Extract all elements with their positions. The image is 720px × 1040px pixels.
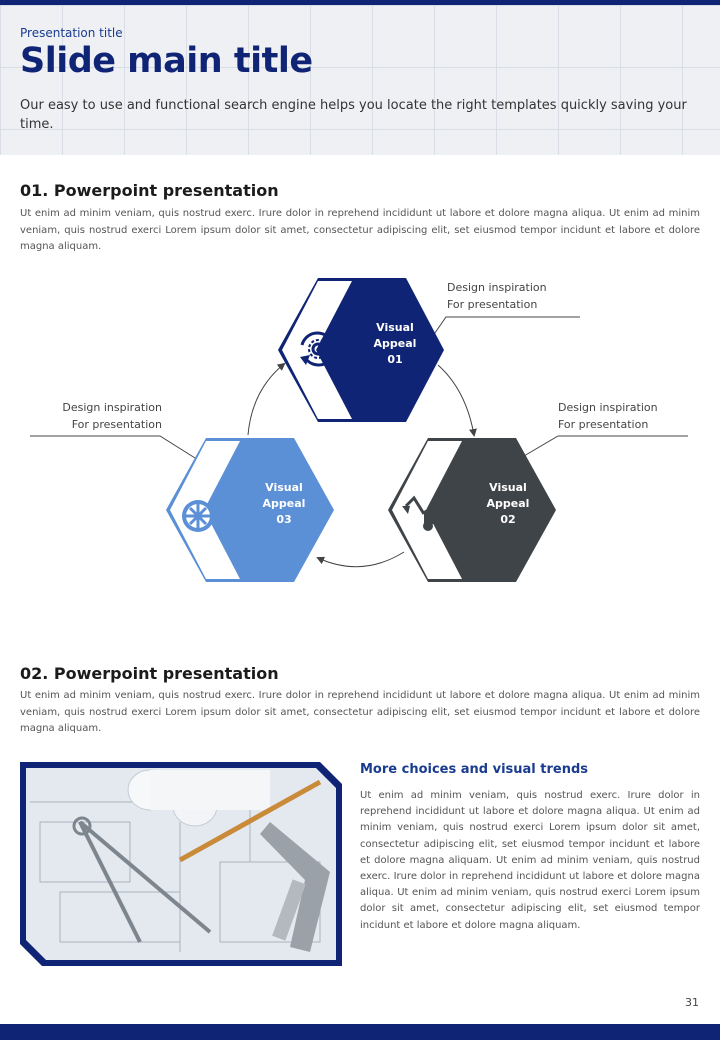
blueprint-photo-graphic <box>20 762 342 966</box>
side-label-02-line2: For presentation <box>558 418 649 431</box>
page-subtitle: Our easy to use and functional search engine helps you locate the right templates quickly saving your time. <box>20 98 687 132</box>
hexagon-01-label-line3: 01 <box>387 353 403 366</box>
arrow-03-to-01 <box>248 364 284 435</box>
page-title: Slide main title <box>20 41 313 81</box>
card-title: More choices and visual trends <box>360 762 589 777</box>
arrow-01-to-02 <box>438 365 474 435</box>
section-2-body: Ut enim ad minim veniam, quis nostrud exerc. Irure dolor in reprehend incididunt ut labore et dolore magna aliqua. Ut enim ad minim veniam, quis nostrud exerci Lorem ipsum dolor sit amet, consectetur adipiscing elit, set eiusmod tempor incidunt et labore et dolore magna aliquam. <box>20 690 700 734</box>
hexagon-03-label-line3: 03 <box>276 513 292 526</box>
hexagon-02-label-line2: Appeal <box>486 497 530 510</box>
presentation-title: Presentation title <box>20 26 123 40</box>
leader-line-02 <box>524 436 688 456</box>
blueprint-photo <box>20 762 342 966</box>
hexagon-03-label-line1: Visual <box>265 481 303 494</box>
cycle-diagram <box>0 260 720 600</box>
side-label-03-line2: For presentation <box>71 418 162 431</box>
side-label-02 <box>558 399 658 433</box>
side-label-01-line2: For presentation <box>447 298 538 311</box>
slide-header <box>0 5 720 155</box>
hexagon-02-label-line3: 02 <box>500 513 516 526</box>
leader-line-01 <box>428 317 580 343</box>
side-label-01 <box>447 279 547 313</box>
hexagon-03-label-line2: Appeal <box>262 497 306 510</box>
side-label-03-line1: Design inspiration <box>62 401 162 414</box>
hexagon-03-label <box>254 480 314 528</box>
section-2-title: 02. Powerpoint presentation <box>20 664 279 683</box>
hexagon-01-label <box>365 320 425 368</box>
section-1-body: Ut enim ad minim veniam, quis nostrud exerc. Irure dolor in reprehend incididunt ut labore et dolore magna aliqua. Ut enim ad minim veniam, quis nostrud exerci Lorem ipsum dolor sit amet, consectetur adipiscing elit, set eiusmod tempor incidunt et labore et dolore magna aliquam. <box>20 208 700 252</box>
bottom-accent-bar <box>0 1024 720 1040</box>
side-label-02-line1: Design inspiration <box>558 401 658 414</box>
hexagon-01-label-line1: Visual <box>376 321 414 334</box>
side-label-03 <box>60 399 162 433</box>
leader-line-03 <box>30 436 195 458</box>
section-1-title: 01. Powerpoint presentation <box>20 181 279 200</box>
side-label-01-line1: Design inspiration <box>447 281 547 294</box>
arrow-02-to-03 <box>318 552 404 567</box>
hexagon-01-label-line2: Appeal <box>373 337 417 350</box>
hexagon-02-label-line1: Visual <box>489 481 527 494</box>
hexagon-02-label <box>478 480 538 528</box>
page-number: 31 <box>685 996 699 1009</box>
card-body: Ut enim ad minim veniam, quis nostrud exerc. Irure dolor in reprehend incididunt ut labore et dolore magna aliqua. Ut enim ad minim veniam, quis nostrud exerci Lorem ipsum dolor sit amet, consectetur adipiscing elit, set eiusmod tempor incidunt et labore et dolore magna aliquam. Ut enim ad minim veniam, quis nostrud exerc. Irure dolor in reprehend incididunt ut labore et dolore magna aliqua. Ut enim ad minim veniam, quis nostrud exerci Lorem ipsum dolor sit amet, consectetur adipiscing elit, set eiusmod tempor incidunt et labore et dolore magna aliquam. <box>360 790 700 931</box>
